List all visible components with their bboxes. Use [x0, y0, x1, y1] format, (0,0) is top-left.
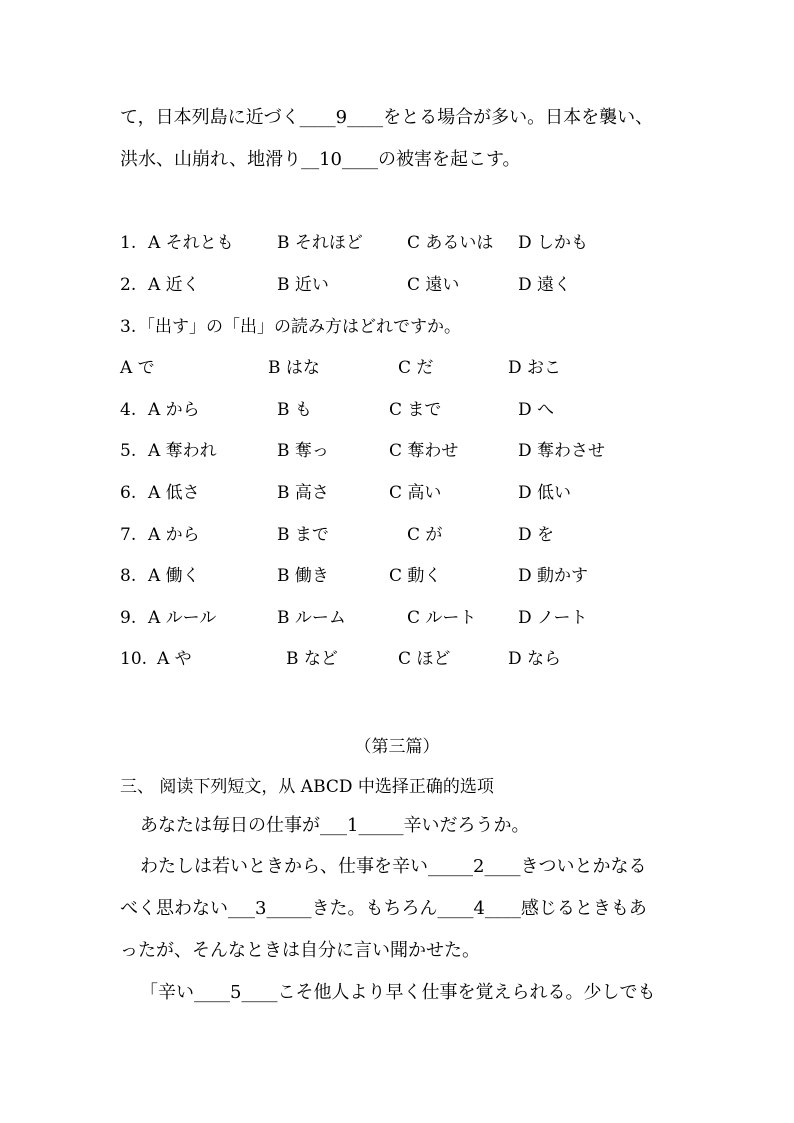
section-heading: 三、 阅读下列短文，从 ABCD 中选择正确的选项: [120, 777, 494, 797]
option-a: A 働く: [148, 566, 200, 586]
question-number: 8.: [120, 566, 137, 586]
question-number: 9.: [120, 608, 137, 628]
option-c: C ルート: [407, 608, 477, 628]
option-d: D 低い: [518, 483, 572, 503]
option-b: B ルーム: [277, 608, 346, 628]
option-b: B 奪っ: [277, 441, 329, 461]
option-b: B 働き: [277, 566, 329, 586]
option-a: A で: [120, 358, 155, 378]
option-c: C 遠い: [407, 275, 460, 295]
section-title: （第三篇）: [354, 737, 440, 757]
option-c: C だ: [398, 358, 434, 378]
passage-line: て，日本列島に近づく____9____をとる場合が多い。日本を襲い、: [120, 107, 654, 128]
option-b: B まで: [277, 525, 329, 545]
option-b: B はな: [268, 358, 320, 378]
passage-line: あなたは毎日の仕事が___1_____辛いだろうか。: [140, 815, 530, 836]
option-a: A や: [157, 649, 192, 669]
option-b: B 高さ: [277, 483, 329, 503]
option-a: A ルール: [148, 608, 217, 628]
passage-line: 「辛い____5____こそ他人より早く仕事を覚えられる。少しでも: [140, 982, 656, 1003]
option-c: C まで: [389, 400, 442, 420]
option-a: A 近く: [148, 275, 200, 295]
option-a: A から: [148, 525, 200, 545]
question-number: 2.: [120, 275, 137, 295]
option-b: B 近い: [277, 275, 329, 295]
option-c: C 高い: [389, 483, 442, 503]
passage-line: べく思わない___3_____きた。もちろん____4____感じるときもあ: [120, 898, 647, 919]
passage-line: わたしは若いときから、仕事を辛い_____2____きついとかなる: [140, 856, 647, 877]
option-d: D 遠く: [518, 275, 572, 295]
question-number: 5.: [120, 441, 137, 461]
option-c: C ほど: [398, 649, 451, 669]
option-d: D おこ: [508, 358, 562, 378]
question-number: 4.: [120, 400, 137, 420]
option-c: C が: [407, 525, 443, 545]
option-d: D しかも: [518, 233, 589, 253]
option-a: A 奪われ: [148, 441, 217, 461]
question-number: 6.: [120, 483, 137, 503]
option-b: B それほど: [277, 233, 363, 253]
option-d: D 奪わさせ: [518, 441, 606, 461]
option-a: A から: [148, 400, 200, 420]
option-a: A 低さ: [148, 483, 200, 503]
question-number: 3.: [120, 317, 137, 337]
option-a: A それとも: [148, 233, 234, 253]
passage-line: 洪水、山崩れ、地滑り__10____の被害を起こす。: [120, 149, 521, 170]
option-c: C 動く: [389, 566, 442, 586]
question-prompt: 「出す」の「出」の読み方はどれですか。: [138, 317, 461, 337]
option-d: D 動かす: [518, 566, 589, 586]
option-d: D を: [518, 525, 555, 545]
option-d: D へ: [518, 400, 555, 420]
option-b: B など: [286, 649, 338, 669]
option-c: C 奪わせ: [389, 441, 459, 461]
question-number: 7.: [120, 525, 137, 545]
option-d: D ノート: [518, 608, 588, 628]
option-d: D なら: [508, 649, 562, 669]
option-b: B も: [277, 400, 312, 420]
passage-line: ったが、そんなときは自分に言い聞かせた。: [120, 940, 480, 961]
question-number: 1.: [120, 233, 137, 253]
option-c: C あるいは: [407, 233, 494, 253]
question-number: 10.: [120, 649, 148, 669]
